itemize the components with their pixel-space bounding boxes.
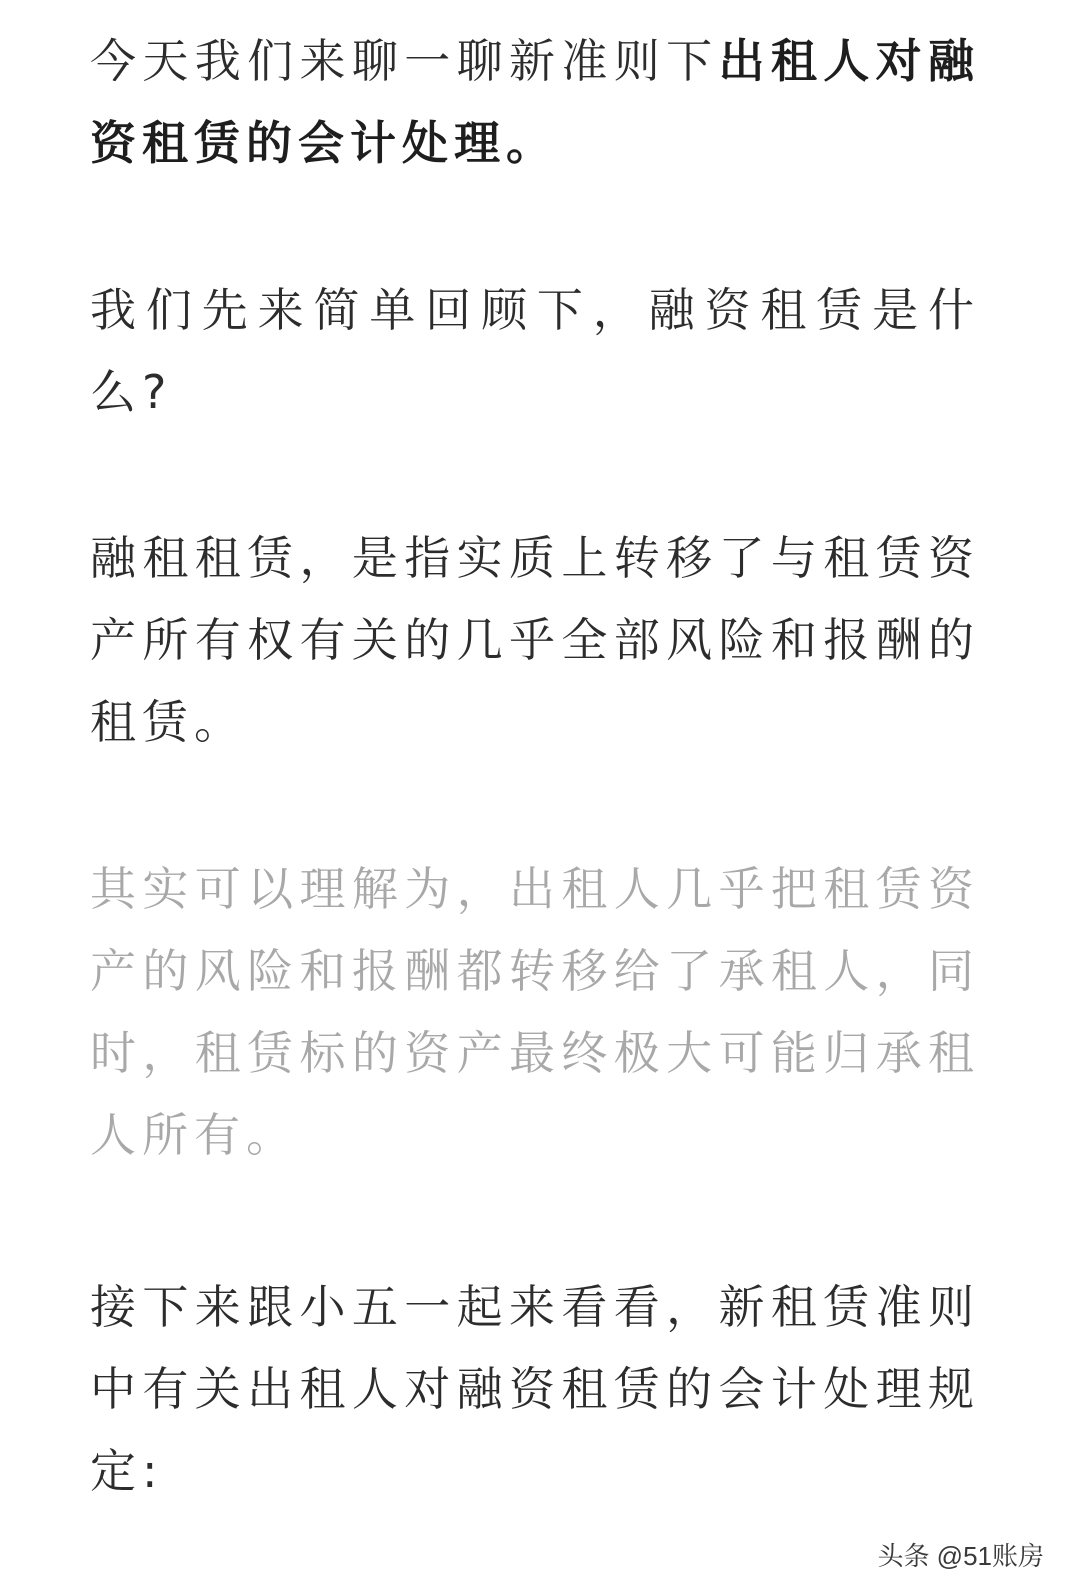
paragraph-spacer xyxy=(90,1176,980,1266)
intro-bold-text: 出租人对融资租赁的会计处理。 xyxy=(90,34,980,170)
paragraph-spacer xyxy=(90,433,980,517)
intro-text: 今天我们来聊一聊新准则下 xyxy=(90,34,719,88)
paragraph-definition: 融租租赁，是指实质上转移了与租赁资产所有权有关的几乎全部风险和报酬的租赁。 xyxy=(90,531,980,749)
article-body xyxy=(90,20,980,1512)
paragraph-spacer xyxy=(90,184,980,269)
source-watermark: 头条 @51账房 xyxy=(877,1541,1044,1571)
paragraph-question: 我们先来简单回顾下，融资租赁是什么? xyxy=(90,283,980,419)
paragraph-next: 接下来跟小五一起来看看，新租赁准则中有关出租人对融资租赁的会计处理规定: xyxy=(90,1280,980,1498)
paragraph-explanation: 其实可以理解为，出租人几乎把租赁资产的风险和报酬都转移给了承租人，同时，租赁标的资产最终极大可能归承租人所有。 xyxy=(90,862,980,1162)
paragraph-intro xyxy=(90,20,980,184)
paragraph-spacer xyxy=(90,763,980,848)
